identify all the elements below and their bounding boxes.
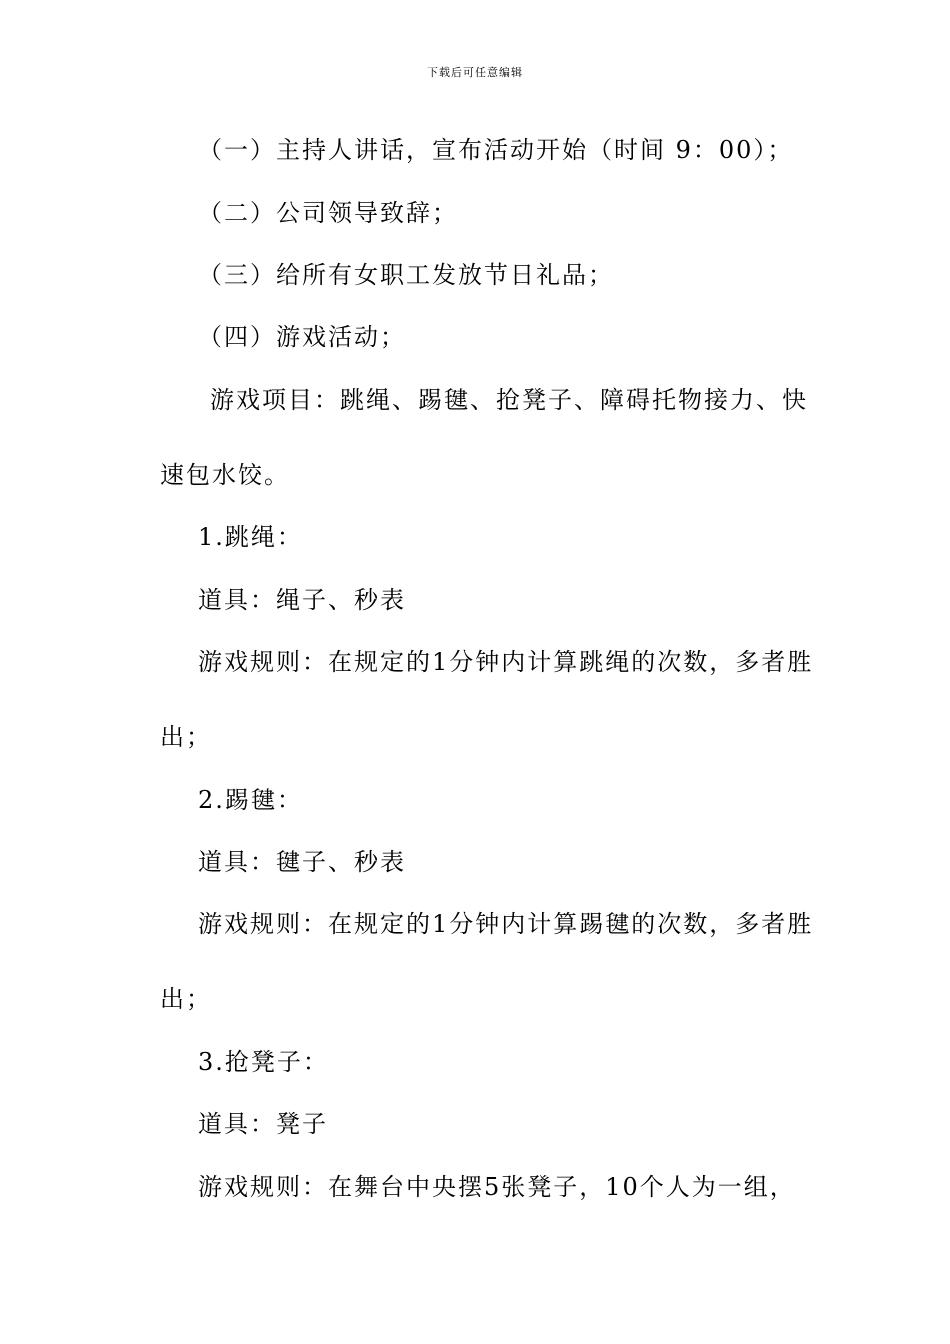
game-1-rules-line-1: 游戏规则：在规定的1分钟内计算跳绳的次数，多者胜 [198,648,814,676]
game-1-props: 道具：绳子、秒表 [198,586,406,614]
game-2-title: 2.踢毽： [198,786,303,814]
game-2-props: 道具：毽子、秒表 [198,848,406,876]
game-1-rules-line-2: 出； [160,723,212,751]
game-2-rules-line-1: 游戏规则：在规定的1分钟内计算踢毽的次数，多者胜 [198,910,814,938]
game-list-line-2: 速包水饺。 [160,461,290,489]
game-3-title: 3.抢凳子： [198,1048,329,1076]
game-1-title: 1.跳绳： [198,523,303,551]
agenda-item-3: （三）给所有女职工发放节日礼品； [198,261,614,289]
agenda-item-2: （二）公司领导致辞； [198,199,458,227]
game-list-line-1: 游戏项目：跳绳、踢毽、抢凳子、障碍托物接力、快 [210,386,808,414]
agenda-item-4: （四）游戏活动； [198,323,406,351]
game-2-rules-line-2: 出； [160,985,212,1013]
game-3-rules-line-1: 游戏规则：在舞台中央摆5张凳子，10个人为一组， [198,1173,796,1201]
header-note: 下载后可任意编辑 [427,66,523,79]
game-3-props: 道具：凳子 [198,1110,328,1138]
agenda-item-1: （一）主持人讲话，宣布活动开始（时间 9：00）； [198,136,794,164]
